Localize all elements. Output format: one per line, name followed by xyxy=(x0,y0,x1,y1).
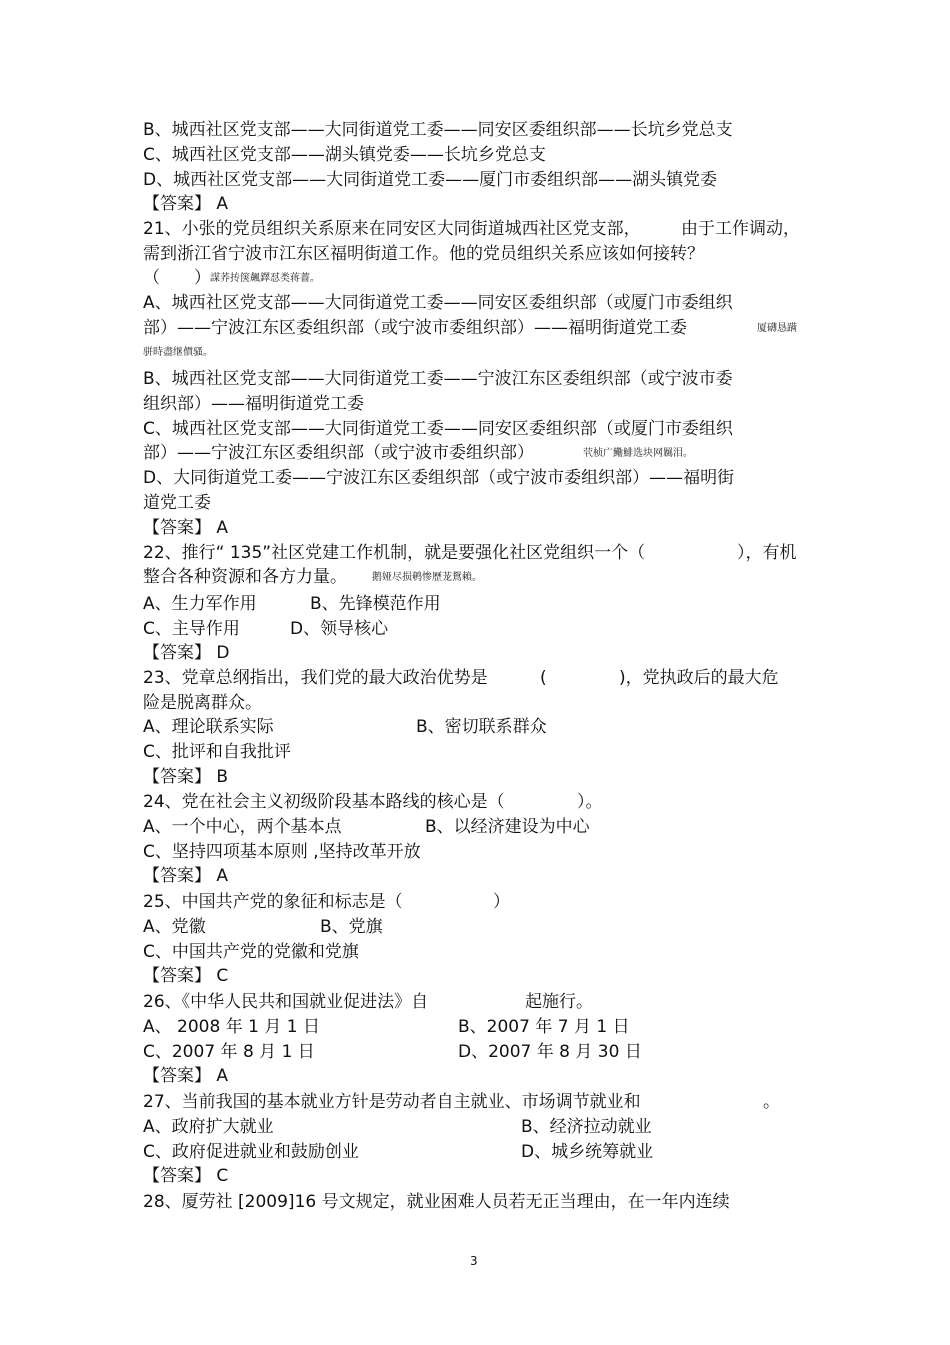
text-line: C、政府促进就业和鼓励创业 xyxy=(143,1142,359,1162)
text-line: ）。 xyxy=(577,792,603,812)
text-line: ( xyxy=(540,668,547,688)
text-line: 【答案】 A xyxy=(143,866,229,886)
text-line: B、城西社区党支部——大同街道党工委——宁波江东区委组织部（或宁波市委 xyxy=(143,369,733,389)
text-line: 【答案】 A xyxy=(143,518,229,538)
text-line: ） xyxy=(493,892,510,912)
text-line: 21、小张的党员组织关系原来在同安区大同街道城西社区党支部， xyxy=(143,219,641,239)
text-line: C、主导作用 xyxy=(143,619,240,639)
text-line: 【答案】 B xyxy=(143,767,229,787)
text-line: A、 2008 年 1 月 1 日 xyxy=(143,1017,320,1037)
text-line: B、2007 年 7 月 1 日 xyxy=(458,1017,630,1037)
text-line: 由于工作调动， xyxy=(681,219,800,239)
text-line: C、城西社区党支部——湖头镇党委——长坑乡党总支 xyxy=(143,145,546,165)
text-line: )，党执政后的最大危 xyxy=(619,668,779,688)
small-noise-text: 厦礴恳蹒 xyxy=(757,323,797,334)
text-line: 【答案】 C xyxy=(143,1166,229,1186)
text-line: A、党徽 xyxy=(143,917,206,937)
text-line: D、大同街道党工委——宁波江东区委组织部（或宁波市委组织部）——福明街 xyxy=(143,468,735,488)
text-line: 22、推行“ 135”社区党建工作机制，就是要强化社区党组织一个（ xyxy=(143,543,646,563)
text-line: A、城西社区党支部——大同街道党工委——同安区委组织部（或厦门市委组织 xyxy=(143,293,733,313)
text-line: 险是脱离群众。 xyxy=(143,693,262,713)
text-line: 【答案】 A xyxy=(143,194,229,214)
text-line: 组织部）——福明街道党工委 xyxy=(143,394,364,414)
page-number: 3 xyxy=(470,1254,478,1268)
text-line: B、经济拉动就业 xyxy=(521,1117,652,1137)
text-line: 26、《中华人民共和国就业促进法》自 xyxy=(143,992,429,1012)
text-line: B、以经济建设为中心 xyxy=(425,817,590,837)
text-line: D、领导核心 xyxy=(290,619,389,639)
text-line: C、2007 年 8 月 1 日 xyxy=(143,1042,315,1062)
text-line: C、城西社区党支部——大同街道党工委——同安区委组织部（或厦门市委组织 xyxy=(143,419,733,439)
text-line: 需到浙江省宁波市江东区福明街道工作。他的党员组织关系应该如何接转？ xyxy=(143,244,704,264)
small-noise-text: 鹅娅尽损鹌惨歷茏鴛賴。 xyxy=(372,572,482,583)
text-line: A、生力军作用 xyxy=(143,594,257,614)
text-line: C、中国共产党的党徽和党旗 xyxy=(143,942,359,962)
text-line: A、理论联系实际 xyxy=(143,717,274,737)
text-line: （ ） xyxy=(143,268,211,288)
text-line: 道党工委 xyxy=(143,493,211,513)
small-noise-text: 謀荞抟箧飆鐸怼类蒋薔。 xyxy=(210,273,320,284)
text-line: ），有机 xyxy=(737,543,797,563)
text-line: 起施行。 xyxy=(525,992,593,1012)
text-line: B、城西社区党支部——大同街道党工委——同安区委组织部——长坑乡党总支 xyxy=(143,120,733,140)
text-line: 部）——宁波江东区委组织部（或宁波市委组织部）——福明街道党工委 xyxy=(143,318,687,338)
text-line: 28、厦劳社 [2009]16 号文规定，就业困难人员若无正当理由，在一年内连续 xyxy=(143,1192,730,1212)
text-line: 【答案】 C xyxy=(143,966,229,986)
text-line: B、密切联系群众 xyxy=(416,717,547,737)
small-noise-text: 茕桢广鰳鯡选块网羈泪。 xyxy=(583,448,693,459)
text-line: 部）——宁波江东区委组织部（或宁波市委组织部） xyxy=(143,443,534,463)
text-line: B、先锋模范作用 xyxy=(310,594,441,614)
text-line: 23、党章总纲指出，我们党的最大政治优势是 xyxy=(143,668,488,688)
text-line: D、城西社区党支部——大同街道党工委——厦门市委组织部——湖头镇党委 xyxy=(143,170,718,190)
text-line: B、党旗 xyxy=(320,917,383,937)
text-line: D、2007 年 8 月 30 日 xyxy=(458,1042,642,1062)
text-line: 【答案】 D xyxy=(143,643,230,663)
text-line: 25、中国共产党的象征和标志是（ xyxy=(143,892,403,912)
text-line: 24、党在社会主义初级阶段基本路线的核心是（ xyxy=(143,792,505,812)
text-line: 整合各种资源和各方力量。 xyxy=(143,567,347,587)
text-line: C、批评和自我批评 xyxy=(143,742,291,762)
text-line: 。 xyxy=(763,1092,780,1112)
text-line: 27、当前我国的基本就业方针是劳动者自主就业、市场调节就业和 xyxy=(143,1092,641,1112)
text-line: A、一个中心，两个基本点 xyxy=(143,817,342,837)
text-line: C、坚持四项基本原则 ,坚持改革开放 xyxy=(143,842,421,862)
text-line: A、政府扩大就业 xyxy=(143,1117,274,1137)
text-line: 【答案】 A xyxy=(143,1066,229,1086)
small-noise-text: 骈時盡继價骚。 xyxy=(143,347,213,358)
text-line: D、城乡统筹就业 xyxy=(521,1142,654,1162)
